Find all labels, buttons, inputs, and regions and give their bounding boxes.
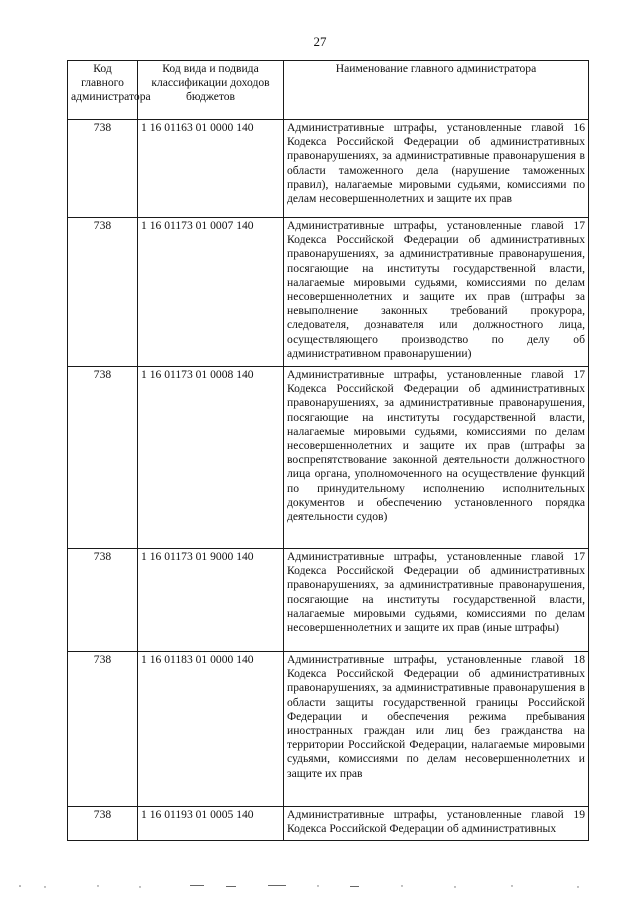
scan-artifact-dots <box>0 882 640 890</box>
header-admin-name: Наименование главного администратора <box>284 61 589 120</box>
admin-name-cell: Административные штрафы, установленные главой 19 Кодекса Российской Федерации об административных <box>284 807 589 841</box>
admin-code-cell: 738 <box>68 120 138 218</box>
admin-code-cell: 738 <box>68 218 138 367</box>
table-row <box>68 218 589 367</box>
header-admin-code: Код главного администратора <box>68 61 138 120</box>
admin-name-cell: Административные штрафы, установленные главой 17 Кодекса Российской Федерации об административных правонарушениях, за административные правонарушения, посягающие на институты государственной власти, налагаемые мировыми судьями, комиссиями по делам несовершеннолетних и защите их прав (штрафы за воспрепятствование законной деятельности должностного лица органа, уполномоченного на осуществление функций по принудительному исполнению исполнительных документов и обеспечению установленного порядка деятельности судов) <box>284 367 589 549</box>
admin-code-cell: 738 <box>68 549 138 652</box>
admin-code-cell: 738 <box>68 652 138 807</box>
income-code-cell: 1 16 01163 01 0000 140 <box>138 120 284 218</box>
table-header-row <box>68 61 589 120</box>
table-row <box>68 367 589 549</box>
admin-code-cell: 738 <box>68 807 138 841</box>
header-income-code: Код вида и подвида классификации доходов бюджетов <box>138 61 284 120</box>
income-code-cell: 1 16 01193 01 0005 140 <box>138 807 284 841</box>
table-row <box>68 120 589 218</box>
income-code-cell: 1 16 01173 01 0007 140 <box>138 218 284 367</box>
income-code-cell: 1 16 01173 01 9000 140 <box>138 549 284 652</box>
income-code-cell: 1 16 01183 01 0000 140 <box>138 652 284 807</box>
admin-name-cell: Административные штрафы, установленные главой 17 Кодекса Российской Федерации об административных правонарушениях, за административные правонарушения, посягающие на институты государственной власти, налагаемые мировыми судьями, комиссиями по делам несовершеннолетних и защите их прав (иные штрафы) <box>284 549 589 652</box>
revenue-administrators-table <box>67 60 589 841</box>
income-code-cell: 1 16 01173 01 0008 140 <box>138 367 284 549</box>
admin-code-cell: 738 <box>68 367 138 549</box>
admin-name-cell: Административные штрафы, установленные главой 17 Кодекса Российской Федерации об административных правонарушениях, за административные правонарушения, посягающие на институты государственной власти, налагаемые мировыми судьями, комиссиями по делам несовершеннолетних и защите их прав (штрафы за невыполнение законных требований прокурора, следователя, дознавателя или должностного лица, осуществляющего производство по делу об административном правонарушении) <box>284 218 589 367</box>
page-number: 27 <box>313 34 327 49</box>
table-row <box>68 549 589 652</box>
table-row <box>68 652 589 807</box>
admin-name-cell: Административные штрафы, установленные главой 16 Кодекса Российской Федерации об административных правонарушениях, за административные правонарушения в области таможенного дела (нарушение таможенных правил), налагаемые мировыми судьями, комиссиями по делам несовершеннолетних и защите их прав <box>284 120 589 218</box>
table-row <box>68 807 589 841</box>
admin-name-cell: Административные штрафы, установленные главой 18 Кодекса Российской Федерации об административных правонарушениях, за административные правонарушения в области защиты государственной границы Российской Федерации и обеспечения режима пребывания иностранных граждан или лиц без гражданства на территории Российской Федерации, налагаемые мировыми судьями, комиссиями по делам несовершеннолетних и защите их прав <box>284 652 589 807</box>
